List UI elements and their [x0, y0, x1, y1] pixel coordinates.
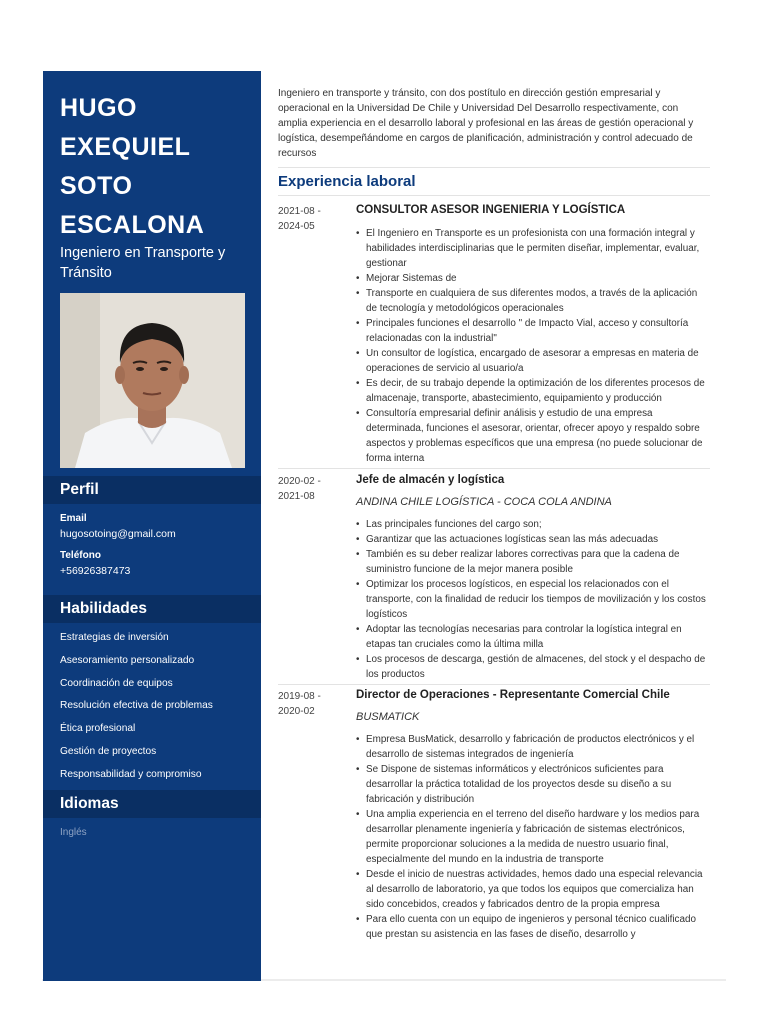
skill-item: Gestión de proyectos	[60, 745, 157, 757]
skill-item: Estrategias de inversión	[60, 632, 169, 643]
skills-list	[60, 631, 213, 791]
name-line: ESCALONA	[60, 211, 205, 239]
duty-item: • Un consultor de logística, encargado de asesorar a empresas en materia de operaciones de servicio al usuario/a	[356, 346, 710, 376]
phone-value: +56926387473	[60, 565, 131, 577]
job-title: Jefe de almacén y logística	[356, 474, 505, 486]
job-title: Director de Operaciones - Representante Comercial Chile	[356, 689, 670, 701]
duty-item: • Empresa BusMatick, desarrollo y fabricación de productos electrónicos y el desarrollo de sistemas integrados de ingeniería	[356, 732, 710, 762]
profile-section-heading: Perfil	[43, 476, 261, 504]
languages-section-heading: Idiomas	[43, 790, 261, 818]
candidate-job-title: Ingeniero en Transporte y Tránsito	[60, 245, 226, 281]
job-dates: 2019-08 - 2020-02	[278, 691, 321, 717]
profile-photo	[60, 293, 245, 468]
phone-label: Teléfono	[60, 550, 101, 561]
duty-item: • Los procesos de descarga, gestión de almacenes, del stock y el despacho de los productos	[356, 652, 710, 682]
job-duties	[356, 226, 710, 466]
duty-item: • Adoptar las tecnologías necesarias para controlar la logística integral en etapas tan cruciales como la última milla	[356, 622, 710, 652]
profile-photo-illustration	[60, 293, 245, 468]
skill-item: Ética profesional	[60, 723, 136, 735]
company-name: ANDINA CHILE LOGÍSTICA - COCA COLA ANDINA	[356, 496, 612, 508]
name-line: EXEQUIEL	[60, 133, 191, 161]
duty-item: • Garantizar que las actuaciones logísticas sean las más adecuadas	[356, 532, 710, 547]
email-label: Email	[60, 513, 87, 524]
job-duties	[356, 732, 710, 942]
company-name: BUSMATICK	[356, 711, 420, 723]
duty-item: • También es su deber realizar labores correctivas para que la cadena de suministro funcione de la mejor manera posible	[356, 547, 710, 577]
candidate-name	[60, 89, 255, 245]
duty-item: • Optimizar los procesos logísticos, en especial los relacionados con el transporte, con la finalidad de reducir los tiempos de movilización y los costos logísticos	[356, 577, 710, 622]
duty-item: • Principales funciones el desarrollo " de Impacto Vial, acceso y consultoría relacionadas con la industrial"	[356, 316, 710, 346]
job-duties	[356, 517, 710, 682]
experience-heading: Experiencia laboral	[278, 173, 416, 190]
job-dates: 2021-08 - 2024-05	[278, 206, 321, 232]
duty-item: • Una amplia experiencia en el terreno del diseño hardware y los medios para desarrollar plenamente ingeniería y fabricación de sistemas electrónicos, permite proporcionar soluciones a la medida de nuestro usuario final, especialmente del mundo en la industria de transporte	[356, 807, 710, 867]
skill-item: Resolución efectiva de problemas	[60, 700, 213, 712]
sidebar	[43, 71, 261, 981]
duty-item: • Desde el inicio de nuestras actividades, hemos dado una especial relevancia al desarrollo de laboratorio, ya que todos los equipos que comercializa han sido concebidos, creados y fabricados dentro de la propia empresa	[356, 867, 710, 912]
divider	[278, 195, 710, 196]
duty-item: • Las principales funciones del cargo son;	[356, 517, 710, 532]
divider	[278, 167, 710, 168]
profile-summary: Ingeniero en transporte y tránsito, con dos postítulo en dirección gestión empresarial y operacional en la Universidad De Chile y Universidad Del Desarrollo respectivamente, con amplia experiencia en el desarrollo laboral y profesional en las áreas de gestión operacional y logística, desempeñándome en cargos de planificación, administración y control adecuado de recursos	[278, 88, 694, 159]
email-value: hugosotoing@gmail.com	[60, 528, 176, 540]
name-line: HUGO	[60, 94, 137, 122]
duty-item: • El Ingeniero en Transporte es un profesionista con una formación integral y habilidades interdisciplinarias que le permiten diseñar, implementar, evaluar, gestionar	[356, 226, 710, 271]
name-line: SOTO	[60, 172, 133, 200]
duty-item: • Es decir, de su trabajo depende la optimización de los diferentes procesos de almacenaje, transporte, abastecimiento, equipamiento y producción	[356, 376, 710, 406]
duty-item: • Para ello cuenta con un equipo de ingenieros y personal técnico cualificado que prestan su asistencia en las fases de diseño, desarrollo y	[356, 912, 710, 942]
duty-item: • Consultoría empresarial definir análisis y estudio de una empresa determinada, funciones el asesorar, orientar, ofrecer apoyo y respaldo sobre aspectos y problemas específicos que una empresa (no puede solucionar de forma interna	[356, 406, 710, 466]
skill-item: Coordinación de equipos	[60, 677, 173, 689]
skill-item: Responsabilidad y compromiso	[60, 768, 202, 780]
duty-item: • Mejorar Sistemas de	[356, 271, 710, 286]
duty-item: • Transporte en cualquiera de sus diferentes modos, a través de la aplicación de tecnología y metodológicos operacionales	[356, 286, 710, 316]
job-dates: 2020-02 - 2021-08	[278, 476, 321, 502]
skills-section-heading: Habilidades	[43, 595, 261, 623]
language-item: Inglés	[60, 827, 87, 838]
divider	[278, 684, 710, 685]
divider	[278, 468, 710, 469]
skill-item: Asesoramiento personalizado	[60, 654, 195, 666]
job-title: CONSULTOR ASESOR INGENIERIA Y LOGÍSTICA	[356, 204, 626, 216]
duty-item: • Se Dispone de sistemas informáticos y electrónicos suficientes para desarrollar la práctica totalidad de los proyectos desde su diseño a su fabricación y distribución	[356, 762, 710, 807]
